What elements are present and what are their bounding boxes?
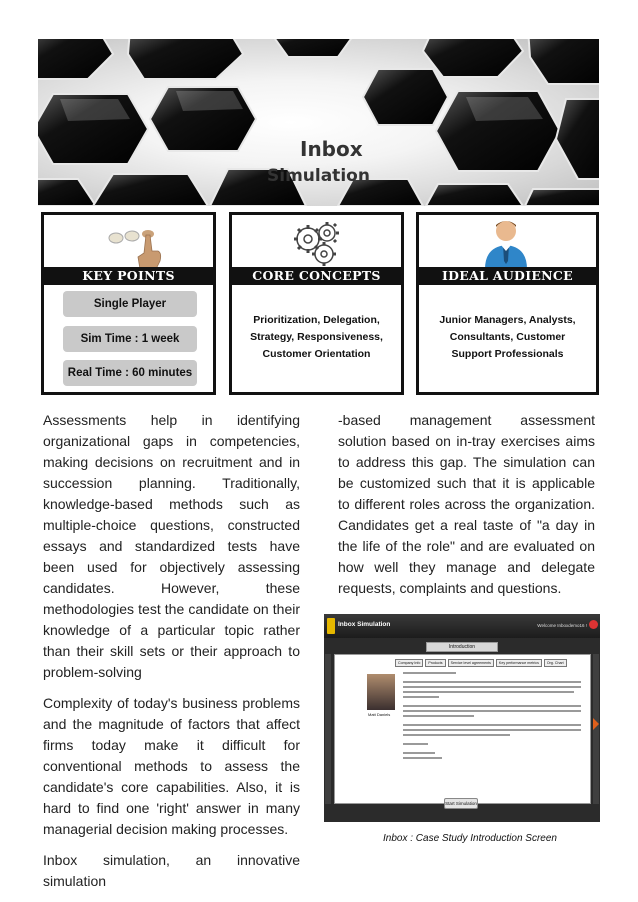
- gears-icon: [232, 217, 401, 269]
- screenshot-tab: Key performance metrics: [496, 659, 542, 667]
- screenshot-person-name: Matt Daniels: [368, 712, 391, 717]
- key-point-item: Sim Time : 1 week: [63, 326, 197, 352]
- screenshot-app-title: Inbox Simulation: [338, 621, 391, 628]
- key-points-header: KEY POINTS: [44, 267, 213, 285]
- left-column: [43, 410, 300, 902]
- core-concepts-header: CORE CONCEPTS: [232, 267, 401, 285]
- screenshot-welcome: Welcome Inboxdemo16 !: [537, 623, 587, 628]
- core-concepts-text: Prioritization, Delegation, Strategy, Responsiveness, Customer Orientation: [250, 314, 383, 360]
- figure-caption: Inbox : Case Study Introduction Screen: [383, 833, 557, 844]
- screenshot-start-button: Start Simulation: [444, 798, 478, 809]
- body-paragraph: Inbox simulation, an innovative simulation: [43, 852, 300, 889]
- screenshot-tab: Company Info: [395, 659, 423, 667]
- screenshot-tab: Products: [425, 659, 445, 667]
- screenshot-content-panel: [334, 654, 591, 804]
- ideal-audience-box: [416, 212, 599, 395]
- screenshot-section-tab: Introduction: [426, 642, 498, 652]
- body-paragraph: Assessments help in identifying organizational gaps in competencies, making decisions on recruitment and in succession planning. Traditionally, knowledge-based methods such as multiple-choice questions, constructed essays and standardized tests have been used for objectively assessing candidates. However, these methodologies test the candidate on their knowledge of a particular topic rather than their skill sets or their approach to problem-solving: [43, 412, 300, 680]
- screenshot-tab: Org. Chart: [544, 659, 567, 667]
- core-concepts-box: [229, 212, 404, 395]
- case-study-screenshot: [324, 614, 600, 822]
- screenshot-tab: Service level agreements: [448, 659, 494, 667]
- hero-title: Inbox: [300, 137, 363, 161]
- business-person-icon: [419, 217, 596, 269]
- hero-banner: [38, 39, 599, 206]
- screenshot-left-rail: [325, 654, 331, 804]
- body-paragraph: Complexity of today's business problems and the magnitude of factors that affect firms today make it difficult for conventional methods to assess the candidate's core capabilities. Also, it is hard to find one 'right' answer in many managerial decision making processes.: [43, 695, 300, 837]
- ideal-audience-header: IDEAL AUDIENCE: [419, 267, 596, 285]
- key-point-item: Single Player: [63, 291, 197, 317]
- screenshot-close-icon: [589, 620, 598, 629]
- key-points-box: [41, 212, 216, 395]
- ideal-audience-text: Junior Managers, Analysts, Consultants, Customer Support Professionals: [439, 314, 576, 360]
- app-logo-icon: [327, 618, 335, 634]
- screenshot-text-lines: [403, 672, 581, 762]
- key-point-item: Real Time : 60 minutes: [63, 360, 197, 386]
- body-paragraph: -based management assessment solution based on in-tray exercises aims to address this gap. The simulation can be customized such that it is applicable to different roles across the organization. Candidates get a real taste of "a day in the life of the role" and are evaluated on how well they manage and delegate requests, complaints and questions.: [338, 412, 595, 596]
- hero-subtitle: Simulation: [267, 166, 370, 186]
- screenshot-person-photo: [367, 674, 395, 710]
- screenshot-topbar: [324, 614, 600, 638]
- right-column: [338, 410, 595, 609]
- hand-pressing-buttons-icon: [44, 217, 213, 269]
- screenshot-next-arrow-icon: [593, 718, 599, 730]
- screenshot-tabs: [395, 659, 567, 667]
